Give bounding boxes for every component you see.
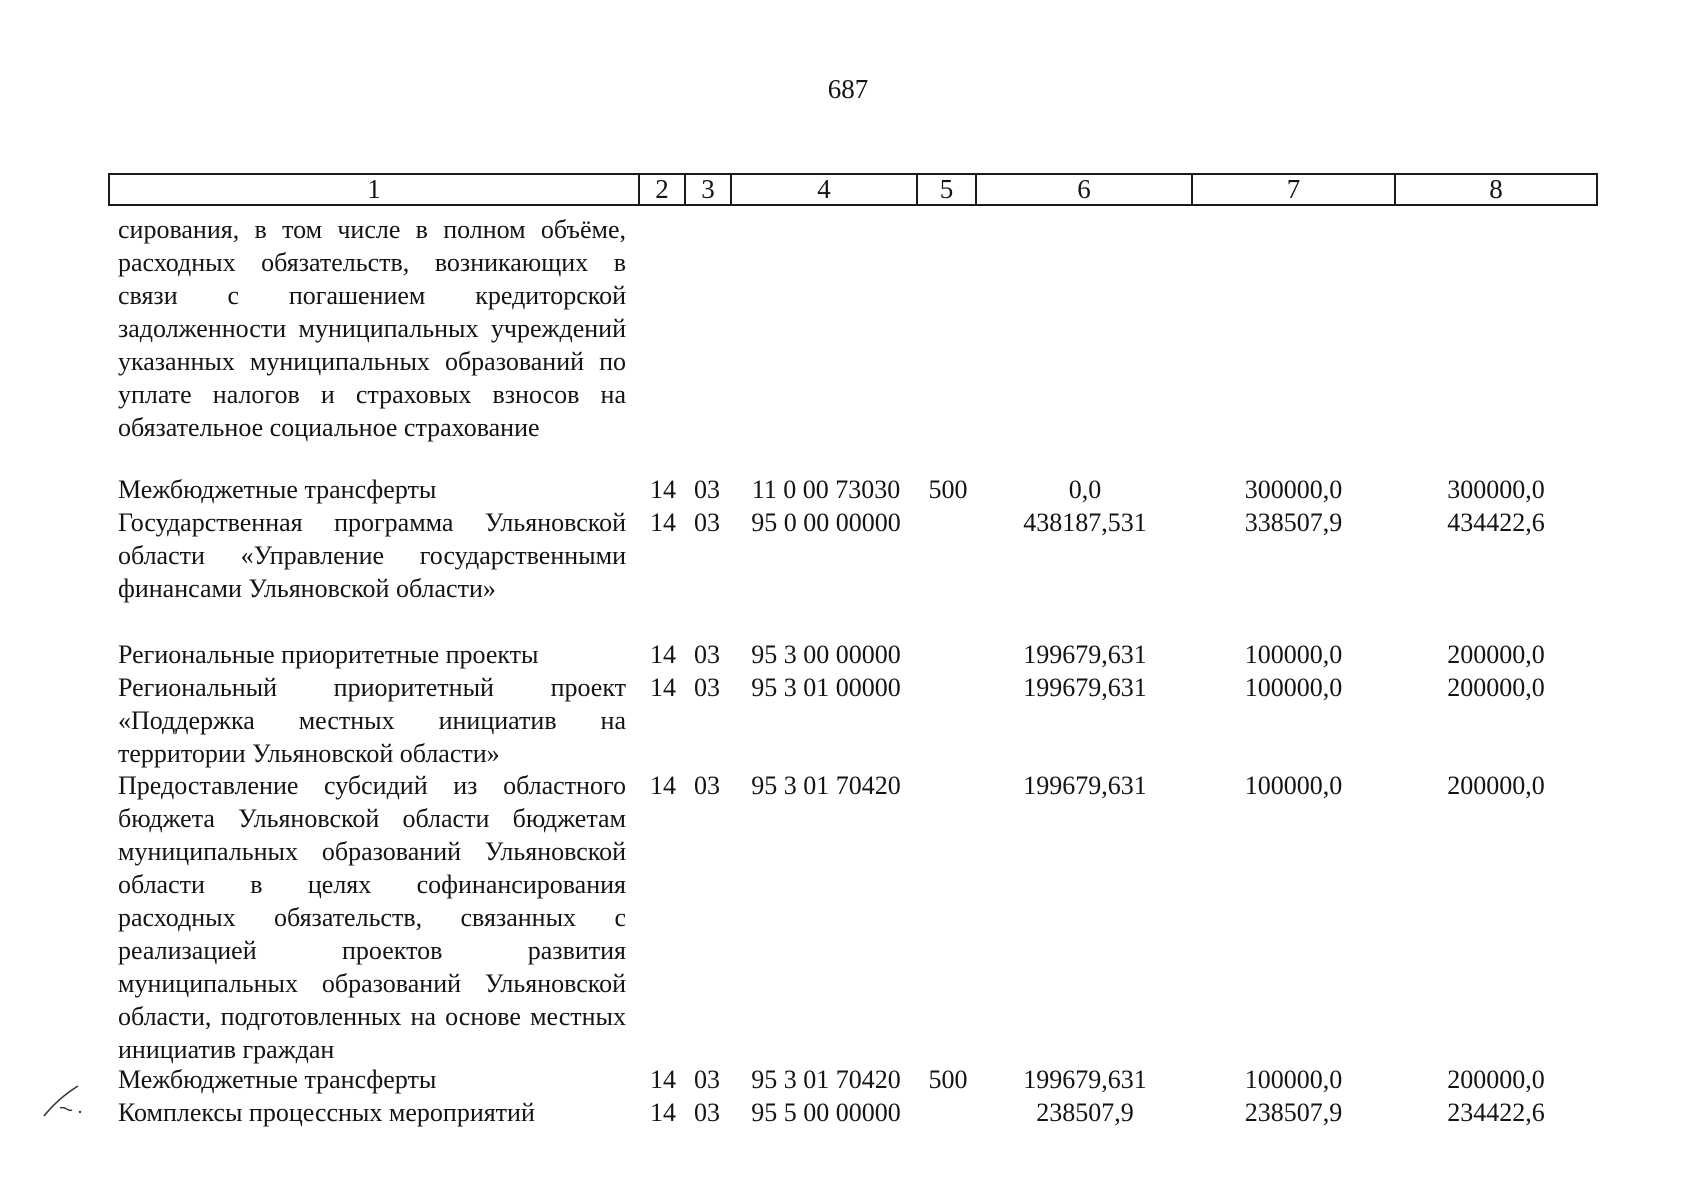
cell-amount-7: 300000,0: [1244, 475, 1343, 504]
header-col-3: 3: [686, 175, 732, 204]
header-col-7: 7: [1193, 175, 1396, 204]
header-col-1: 1: [110, 175, 640, 204]
cell-amount-6: 438187,531: [1023, 508, 1147, 537]
cell-target-code: 95 0 00 00000: [751, 508, 901, 537]
cell-amount-7: 100000,0: [1244, 1065, 1343, 1094]
cell-target-code: 95 3 01 00000: [751, 673, 901, 702]
cell-subsection: 03: [694, 640, 720, 669]
cell-section: 14: [650, 508, 676, 537]
cell-section: 14: [650, 1065, 676, 1094]
cell-amount-6: 0,0: [1068, 475, 1102, 504]
cell-target-code: 95 3 00 00000: [751, 640, 901, 669]
cell-amount-7: 100000,0: [1244, 771, 1343, 800]
cell-amount-6: 199679,631: [1023, 673, 1147, 702]
cell-amount-8: 200000,0: [1447, 771, 1545, 800]
cell-section: 14: [650, 771, 676, 800]
row-description: Государственная программа Ульяновской области «Управление государственными финансами Ульяновской области»: [118, 508, 626, 603]
cell-amount-6: 199679,631: [1023, 771, 1147, 800]
cell-amount-8: 234422,6: [1447, 1098, 1545, 1127]
cell-amount-8: 200000,0: [1447, 1065, 1545, 1094]
cell-target-code: 95 3 01 70420: [751, 771, 901, 800]
cell-amount-8: 200000,0: [1447, 673, 1545, 702]
cell-amount-7: 238507,9: [1244, 1098, 1343, 1127]
header-col-4: 4: [732, 175, 918, 204]
cell-amount-7: 338507,9: [1244, 508, 1343, 537]
cell-target-code: 11 0 00 73030: [751, 475, 901, 504]
row-description: Межбюджетные трансферты: [118, 475, 437, 504]
cell-section: 14: [650, 1098, 676, 1127]
cell-expense-type: 500: [928, 1065, 968, 1094]
row-description: Комплексы процессных мероприятий: [118, 1098, 535, 1127]
cell-amount-8: 300000,0: [1447, 475, 1545, 504]
cell-subsection: 03: [694, 475, 720, 504]
cell-section: 14: [650, 673, 676, 702]
row-description: Предоставление субсидий из областного бюджета Ульяновской области бюджетам муниципальных образований Ульяновской области в целях софинансирования расходных обязательств, связанных с реализацией проектов развития муниципальных образований Ульяновской области, подготовленных на основе местных инициатив граждан: [118, 771, 626, 1064]
cell-target-code: 95 3 01 70420: [751, 1065, 901, 1094]
header-col-2: 2: [640, 175, 686, 204]
cell-amount-7: 100000,0: [1244, 640, 1343, 669]
table-header: [108, 173, 1598, 206]
cell-amount-6: 238507,9: [1036, 1098, 1134, 1127]
cell-amount-6: 199679,631: [1023, 1065, 1147, 1094]
cell-subsection: 03: [694, 1098, 720, 1127]
cell-amount-8: 200000,0: [1447, 640, 1545, 669]
cell-target-code: 95 5 00 00000: [751, 1098, 901, 1127]
cell-expense-type: 500: [928, 475, 968, 504]
cell-subsection: 03: [694, 673, 720, 702]
cell-amount-6: 199679,631: [1023, 640, 1147, 669]
row-description: Межбюджетные трансферты: [118, 1065, 437, 1094]
row-description: Региональный приоритетный проект «Поддержка местных инициатив на территории Ульяновской области»: [118, 673, 626, 768]
row-description: Региональные приоритетные проекты: [118, 640, 539, 669]
header-col-8: 8: [1489, 174, 1503, 204]
cell-subsection: 03: [694, 508, 720, 537]
page-number: 687: [827, 74, 869, 104]
row-description: сирования, в том числе в полном объёме, расходных обязательств, возникающих в связи с погашением кредиторской задолженности муниципальных учреждений указанных муниципальных образований по уплате налогов и страховых взносов на обязательное социальное страхование: [118, 215, 626, 442]
cell-subsection: 03: [694, 771, 720, 800]
header-col-5: 5: [918, 175, 977, 204]
handwritten-mark-icon: [38, 1082, 86, 1120]
cell-amount-7: 100000,0: [1244, 673, 1343, 702]
cell-amount-8: 434422,6: [1447, 508, 1545, 537]
cell-subsection: 03: [694, 1065, 720, 1094]
cell-section: 14: [650, 640, 676, 669]
header-col-6: 6: [977, 175, 1193, 204]
cell-section: 14: [650, 475, 676, 504]
